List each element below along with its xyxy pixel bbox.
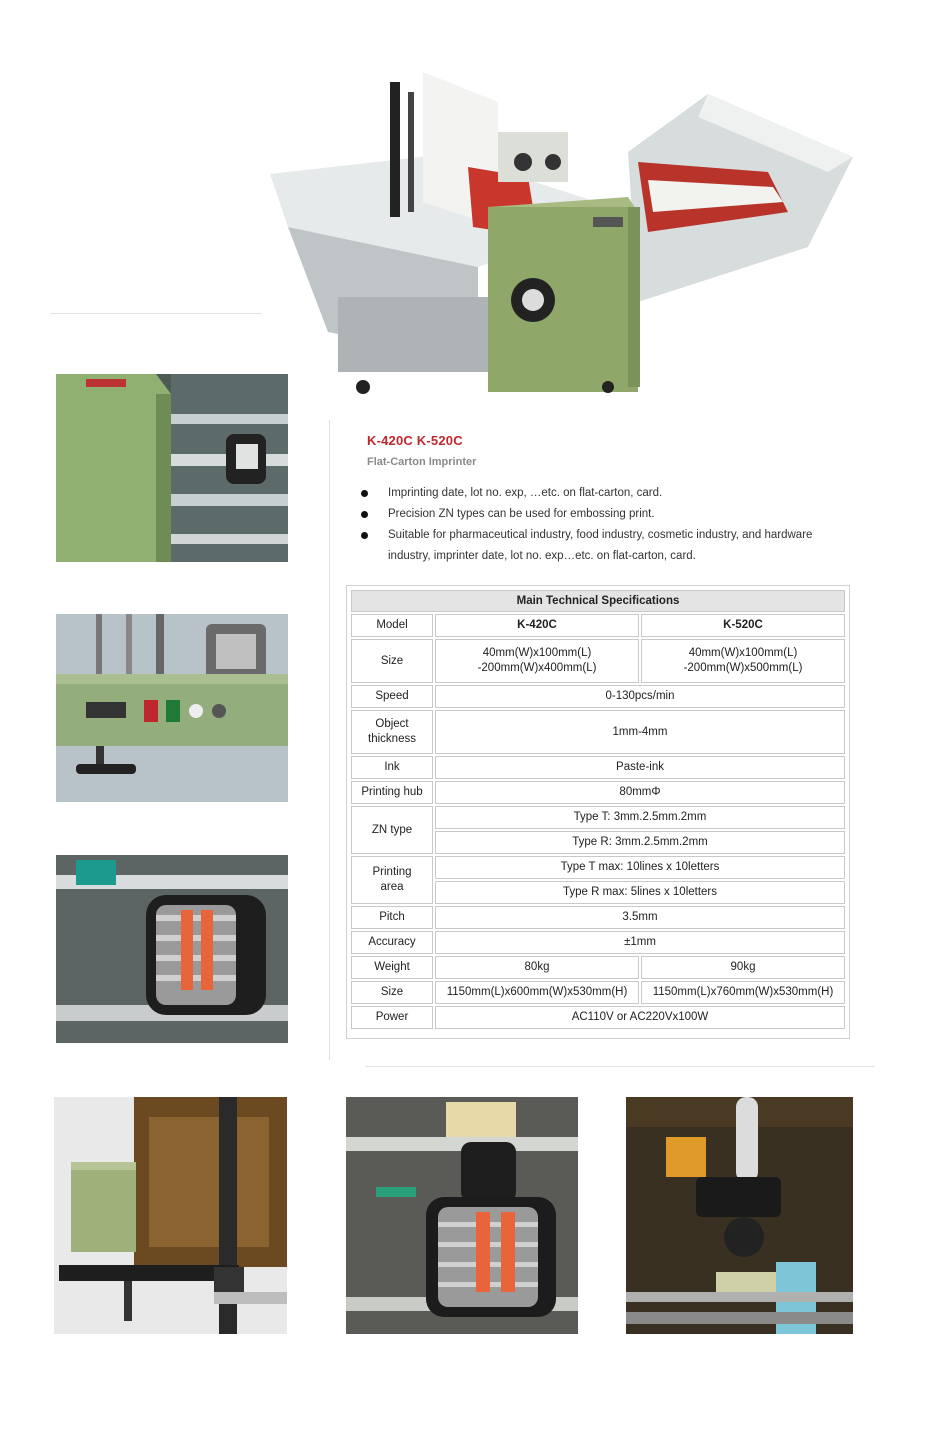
feature-text: Imprinting date, lot no. exp, …etc. on flat-carton, card. <box>388 487 663 499</box>
accuracy-value: ±1mm <box>435 931 845 954</box>
row-label: Model <box>351 614 433 637</box>
detail-photo-drum-assembly <box>346 1097 578 1334</box>
main-machine-photo <box>268 62 858 394</box>
bullet-icon <box>361 532 368 539</box>
table-row <box>351 590 845 612</box>
row-label: Size <box>351 639 433 683</box>
feature-text: Precision ZN types can be used for embossing print. <box>388 508 655 520</box>
speed-value: 0-130pcs/min <box>435 685 845 708</box>
weight-a: 80kg <box>435 956 639 979</box>
object-value: 1mm-4mm <box>435 710 845 754</box>
bullet-icon <box>361 490 368 497</box>
row-label: Accuracy <box>351 931 433 954</box>
detail-photo-pressure-knob <box>626 1097 853 1334</box>
dim-b: 1150mm(L)x760mm(W)x530mm(H) <box>641 981 845 1004</box>
bullet-icon <box>361 511 368 518</box>
row-label: Printing hub <box>351 781 433 804</box>
dim-a: 1150mm(L)x600mm(W)x530mm(H) <box>435 981 639 1004</box>
table-row <box>351 1006 845 1029</box>
detail-photo-side-panel <box>56 374 288 562</box>
row-label-line-1: Object <box>375 718 409 730</box>
row-label: ZN type <box>351 806 433 854</box>
row-label: Weight <box>351 956 433 979</box>
row-label <box>351 856 433 904</box>
feature-text: Suitable for pharmaceutical industry, food industry, cosmetic industry, and hardware industry, imprinter date, lot no. exp…etc. on flat-carton, card. <box>388 529 813 562</box>
model-a: K-420C <box>435 614 639 637</box>
detail-photo-control-panel <box>56 614 288 802</box>
weight-b: 90kg <box>641 956 845 979</box>
table-row <box>351 685 845 708</box>
ink-value: Paste-ink <box>435 756 845 779</box>
model-b: K-520C <box>641 614 845 637</box>
row-label-line-2: thickness <box>368 733 416 745</box>
table-row <box>351 956 845 979</box>
feature-list <box>358 483 858 567</box>
size-a-line-2: -200mm(W)x400mm(L) <box>477 662 597 674</box>
pitch-value: 3.5mm <box>435 906 845 929</box>
table-row <box>351 781 845 804</box>
table-row <box>351 931 845 954</box>
divider-top-left <box>50 313 262 314</box>
feature-item <box>358 504 858 525</box>
spec-table-frame <box>346 585 850 1039</box>
zn-type-r: Type R: 3mm.2.5mm.2mm <box>435 831 845 854</box>
detail-photo-feeder-guide <box>54 1097 287 1334</box>
product-subtitle: Flat-Carton Imprinter <box>367 456 477 468</box>
row-label-line-2: area <box>380 881 404 893</box>
product-title: K-420C K-520C <box>367 433 463 448</box>
row-label: Size <box>351 981 433 1004</box>
row-label: Power <box>351 1006 433 1029</box>
row-label: Ink <box>351 756 433 779</box>
size-a-line-1: 40mm(W)x100mm(L) <box>482 647 592 659</box>
table-row <box>351 906 845 929</box>
size-a <box>435 639 639 683</box>
table-row <box>351 756 845 779</box>
row-label: Pitch <box>351 906 433 929</box>
spec-table <box>349 588 847 1031</box>
power-value: AC110V or AC220Vx100W <box>435 1006 845 1029</box>
table-row <box>351 710 845 754</box>
divider-vertical <box>329 420 330 1060</box>
table-row <box>351 614 845 637</box>
size-b <box>641 639 845 683</box>
table-row <box>351 806 845 829</box>
table-row <box>351 856 845 879</box>
area-type-r: Type R max: 5lines x 10letters <box>435 881 845 904</box>
detail-photo-printing-drum <box>56 855 288 1043</box>
row-label-line-1: Printing <box>372 866 412 878</box>
zn-type-t: Type T: 3mm.2.5mm.2mm <box>435 806 845 829</box>
feature-item <box>358 483 858 504</box>
area-type-t: Type T max: 10lines x 10letters <box>435 856 845 879</box>
hub-value: 80mmΦ <box>435 781 845 804</box>
row-label: Speed <box>351 685 433 708</box>
spec-heading: Main Technical Specifications <box>351 590 845 612</box>
feature-item <box>358 525 858 567</box>
divider-bottom <box>365 1066 875 1067</box>
row-label <box>351 710 433 754</box>
table-row <box>351 981 845 1004</box>
size-b-line-2: -200mm(W)x500mm(L) <box>683 662 803 674</box>
table-row <box>351 639 845 683</box>
size-b-line-1: 40mm(W)x100mm(L) <box>688 647 798 659</box>
